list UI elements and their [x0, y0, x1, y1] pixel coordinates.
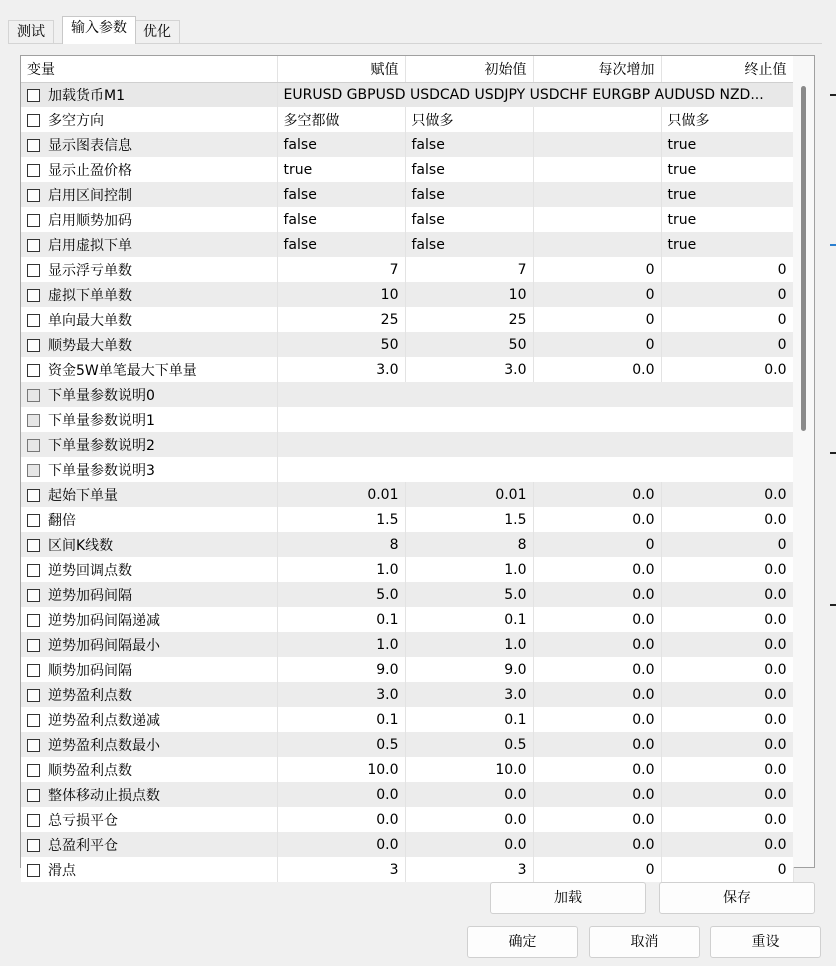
- param-start[interactable]: 8: [405, 532, 533, 557]
- param-name: 总亏损平仓: [48, 812, 118, 829]
- param-value[interactable]: 9.0: [277, 657, 405, 682]
- param-step[interactable]: 0: [533, 532, 661, 557]
- param-start[interactable]: 1.5: [405, 507, 533, 532]
- optimize-checkbox[interactable]: [27, 89, 40, 102]
- empty-value-cell: [277, 407, 793, 432]
- disabled-checkbox: [27, 389, 40, 402]
- table-row[interactable]: [21, 157, 793, 182]
- param-stop[interactable]: 0.0: [661, 832, 793, 857]
- param-stop[interactable]: 0: [661, 857, 793, 882]
- param-name: 逆势加码间隔: [48, 587, 132, 604]
- param-step[interactable]: 0: [533, 257, 661, 282]
- table-row[interactable]: [21, 607, 793, 632]
- table-row[interactable]: [21, 857, 793, 882]
- param-name-cell: [21, 132, 277, 157]
- table-row[interactable]: [21, 207, 793, 232]
- param-step[interactable]: [533, 232, 661, 257]
- param-stop[interactable]: true: [661, 182, 793, 207]
- param-start[interactable]: 3.0: [405, 682, 533, 707]
- param-step[interactable]: 0: [533, 307, 661, 332]
- table-row[interactable]: [21, 757, 793, 782]
- parameters-body: [21, 82, 793, 882]
- table-row[interactable]: [21, 282, 793, 307]
- edge-mark: [830, 452, 836, 454]
- param-value[interactable]: false: [277, 132, 405, 157]
- param-name-cell: [21, 332, 277, 357]
- param-start[interactable]: 只做多: [405, 107, 533, 132]
- param-value[interactable]: 1.0: [277, 632, 405, 657]
- disabled-checkbox: [27, 464, 40, 477]
- param-value[interactable]: 0.1: [277, 607, 405, 632]
- optimize-checkbox[interactable]: [27, 739, 40, 752]
- param-start[interactable]: 3.0: [405, 357, 533, 382]
- table-row[interactable]: [21, 832, 793, 857]
- table-row[interactable]: [21, 482, 793, 507]
- optimize-checkbox[interactable]: [27, 114, 40, 127]
- param-step[interactable]: [533, 107, 661, 132]
- param-stop[interactable]: true: [661, 132, 793, 157]
- param-start[interactable]: 1.0: [405, 632, 533, 657]
- param-name-cell: [21, 257, 277, 282]
- param-stop[interactable]: 0: [661, 332, 793, 357]
- param-stop[interactable]: 0.0: [661, 582, 793, 607]
- param-step[interactable]: 0.0: [533, 507, 661, 532]
- param-value[interactable]: 0.0: [277, 807, 405, 832]
- param-name-cell: [21, 657, 277, 682]
- table-row[interactable]: [21, 182, 793, 207]
- tab-bar: [8, 16, 188, 44]
- cancel-button[interactable]: 取消: [589, 926, 700, 958]
- table-row[interactable]: [21, 257, 793, 282]
- param-value[interactable]: 5.0: [277, 582, 405, 607]
- table-row[interactable]: [21, 507, 793, 532]
- param-name-cell: [21, 557, 277, 582]
- param-start[interactable]: false: [405, 132, 533, 157]
- param-stop[interactable]: 0.0: [661, 782, 793, 807]
- param-start[interactable]: 5.0: [405, 582, 533, 607]
- param-stop[interactable]: 0: [661, 257, 793, 282]
- empty-value-cell: [277, 382, 793, 407]
- description-row[interactable]: [21, 432, 793, 457]
- param-step[interactable]: 0.0: [533, 557, 661, 582]
- reset-button[interactable]: 重设: [710, 926, 821, 958]
- param-name: 整体移动止损点数: [48, 787, 160, 804]
- column-header-stop[interactable]: 终止值: [661, 56, 793, 82]
- table-row[interactable]: [21, 107, 793, 132]
- param-value[interactable]: 0.0: [277, 832, 405, 857]
- load-button[interactable]: 加载: [490, 882, 646, 914]
- param-step[interactable]: 0.0: [533, 607, 661, 632]
- table-row[interactable]: [21, 82, 793, 107]
- param-name: 逆势加码间隔递减: [48, 612, 160, 629]
- param-name-cell: [21, 457, 277, 482]
- param-name-cell: [21, 607, 277, 632]
- param-value[interactable]: 0.0: [277, 782, 405, 807]
- param-start[interactable]: 0.01: [405, 482, 533, 507]
- table-row[interactable]: [21, 232, 793, 257]
- header-row: [21, 56, 793, 82]
- scrollbar-thumb[interactable]: [801, 86, 806, 431]
- param-name-cell: [21, 307, 277, 332]
- table-row[interactable]: [21, 132, 793, 157]
- param-start[interactable]: false: [405, 232, 533, 257]
- param-step[interactable]: 0.0: [533, 707, 661, 732]
- param-step[interactable]: 0.0: [533, 482, 661, 507]
- param-start[interactable]: 9.0: [405, 657, 533, 682]
- param-start[interactable]: 50: [405, 332, 533, 357]
- table-row[interactable]: [21, 532, 793, 557]
- optimize-checkbox[interactable]: [27, 164, 40, 177]
- param-step[interactable]: 0: [533, 282, 661, 307]
- param-name-cell: [21, 382, 277, 407]
- param-stop[interactable]: 0.0: [661, 632, 793, 657]
- param-stop[interactable]: 0.0: [661, 682, 793, 707]
- param-value[interactable]: 0.5: [277, 732, 405, 757]
- param-value[interactable]: 0.01: [277, 482, 405, 507]
- param-value[interactable]: 50: [277, 332, 405, 357]
- optimize-checkbox[interactable]: [27, 214, 40, 227]
- param-name: 下单量参数说明1: [48, 412, 155, 429]
- param-start[interactable]: 25: [405, 307, 533, 332]
- optimize-checkbox[interactable]: [27, 589, 40, 602]
- param-value[interactable]: false: [277, 232, 405, 257]
- param-value[interactable]: 0.1: [277, 707, 405, 732]
- table-row[interactable]: [21, 682, 793, 707]
- edge-mark: [830, 94, 836, 96]
- param-value[interactable]: 多空都做: [277, 107, 405, 132]
- param-start[interactable]: 10.0: [405, 757, 533, 782]
- param-name-cell: [21, 857, 277, 882]
- param-start[interactable]: 0.0: [405, 807, 533, 832]
- param-name-cell: [21, 582, 277, 607]
- param-name: 滑点: [48, 862, 76, 879]
- param-name: 逆势盈利点数递减: [48, 712, 160, 729]
- optimize-checkbox[interactable]: [27, 239, 40, 252]
- param-name-cell: [21, 282, 277, 307]
- param-step[interactable]: 0.0: [533, 582, 661, 607]
- optimize-checkbox[interactable]: [27, 639, 40, 652]
- optimize-checkbox[interactable]: [27, 189, 40, 202]
- param-value[interactable]: 25: [277, 307, 405, 332]
- param-name: 下单量参数说明2: [48, 437, 155, 454]
- table-row[interactable]: [21, 782, 793, 807]
- param-name-cell: [21, 182, 277, 207]
- param-name-cell: [21, 407, 277, 432]
- param-value[interactable]: 1.0: [277, 557, 405, 582]
- optimize-checkbox[interactable]: [27, 514, 40, 527]
- optimize-checkbox[interactable]: [27, 564, 40, 577]
- param-name: 起始下单量: [48, 487, 118, 504]
- param-name: 显示图表信息: [48, 137, 132, 154]
- param-name-cell: [21, 532, 277, 557]
- param-step[interactable]: [533, 132, 661, 157]
- window-edge: [822, 0, 836, 966]
- param-name: 顺势盈利点数: [48, 762, 132, 779]
- table-row[interactable]: [21, 707, 793, 732]
- param-step[interactable]: 0.0: [533, 682, 661, 707]
- empty-value-cell: [277, 432, 793, 457]
- optimize-checkbox[interactable]: [27, 664, 40, 677]
- param-stop[interactable]: 0.0: [661, 757, 793, 782]
- description-row[interactable]: [21, 407, 793, 432]
- optimize-checkbox[interactable]: [27, 364, 40, 377]
- param-name-cell: [21, 707, 277, 732]
- param-name-cell: [21, 632, 277, 657]
- param-name-cell: [21, 207, 277, 232]
- param-stop[interactable]: 0: [661, 282, 793, 307]
- param-stop[interactable]: 0.0: [661, 482, 793, 507]
- param-stop[interactable]: 0.0: [661, 707, 793, 732]
- param-stop[interactable]: true: [661, 207, 793, 232]
- param-name: 虚拟下单单数: [48, 287, 132, 304]
- vertical-scrollbar[interactable]: [793, 56, 814, 867]
- param-stop[interactable]: 0: [661, 307, 793, 332]
- param-step[interactable]: 0.0: [533, 757, 661, 782]
- optimize-checkbox[interactable]: [27, 539, 40, 552]
- param-name-cell: [21, 807, 277, 832]
- param-start[interactable]: 1.0: [405, 557, 533, 582]
- param-step[interactable]: 0.0: [533, 832, 661, 857]
- optimize-checkbox[interactable]: [27, 864, 40, 877]
- param-start[interactable]: 3: [405, 857, 533, 882]
- table-row[interactable]: [21, 732, 793, 757]
- param-name-cell: [21, 357, 277, 382]
- param-name-cell: [21, 832, 277, 857]
- param-start[interactable]: false: [405, 207, 533, 232]
- param-name: 区间K线数: [48, 537, 114, 554]
- param-value[interactable]: 10.0: [277, 757, 405, 782]
- param-name-cell: [21, 107, 277, 132]
- param-start[interactable]: 0.0: [405, 832, 533, 857]
- param-value[interactable]: 3: [277, 857, 405, 882]
- param-stop[interactable]: 只做多: [661, 107, 793, 132]
- save-button[interactable]: 保存: [659, 882, 815, 914]
- param-name-cell: [21, 782, 277, 807]
- param-step[interactable]: 0.0: [533, 657, 661, 682]
- table-row[interactable]: [21, 332, 793, 357]
- param-name: 显示止盈价格: [48, 162, 132, 179]
- param-name-cell: [21, 507, 277, 532]
- param-value[interactable]: 7: [277, 257, 405, 282]
- param-stop[interactable]: 0.0: [661, 657, 793, 682]
- param-stop[interactable]: 0.0: [661, 607, 793, 632]
- param-stop[interactable]: 0.0: [661, 357, 793, 382]
- param-name-cell: [21, 432, 277, 457]
- tab-test[interactable]: 测试: [8, 20, 54, 44]
- edge-mark: [830, 244, 836, 246]
- param-name-cell: [21, 682, 277, 707]
- description-row[interactable]: [21, 457, 793, 482]
- column-header-start[interactable]: 初始值: [405, 56, 533, 82]
- param-step[interactable]: [533, 182, 661, 207]
- disabled-checkbox: [27, 439, 40, 452]
- param-value[interactable]: 8: [277, 532, 405, 557]
- param-start[interactable]: 0.0: [405, 782, 533, 807]
- param-value[interactable]: false: [277, 182, 405, 207]
- param-start[interactable]: false: [405, 157, 533, 182]
- optimize-checkbox[interactable]: [27, 789, 40, 802]
- optimize-checkbox[interactable]: [27, 139, 40, 152]
- param-value[interactable]: 3.0: [277, 357, 405, 382]
- param-name: 启用顺势加码: [48, 212, 132, 229]
- param-name: 单向最大单数: [48, 312, 132, 329]
- parameters-grid[interactable]: [20, 55, 815, 879]
- column-header-value[interactable]: 赋值: [277, 56, 405, 82]
- column-header-step[interactable]: 每次增加: [533, 56, 661, 82]
- param-name-cell: [21, 732, 277, 757]
- param-name: 启用虚拟下单: [48, 237, 132, 254]
- param-value[interactable]: true: [277, 157, 405, 182]
- param-name: 启用区间控制: [48, 187, 132, 204]
- param-stop[interactable]: 0: [661, 532, 793, 557]
- param-start[interactable]: 0.1: [405, 607, 533, 632]
- column-header-variable[interactable]: 变量: [21, 56, 277, 82]
- param-name: 逆势加码间隔最小: [48, 637, 160, 654]
- optimize-checkbox[interactable]: [27, 839, 40, 852]
- param-stop[interactable]: 0.0: [661, 732, 793, 757]
- param-name-cell: [21, 232, 277, 257]
- table-row[interactable]: [21, 807, 793, 832]
- disabled-checkbox: [27, 414, 40, 427]
- currency-list-value[interactable]: EURUSD GBPUSD USDCAD USDJPY USDCHF EURGBP AUDUSD NZD...: [277, 82, 793, 107]
- param-name: 顺势最大单数: [48, 337, 132, 354]
- optimize-checkbox[interactable]: [27, 689, 40, 702]
- table-row[interactable]: [21, 357, 793, 382]
- param-name: 逆势回调点数: [48, 562, 132, 579]
- param-step[interactable]: 0.0: [533, 807, 661, 832]
- optimize-checkbox[interactable]: [27, 339, 40, 352]
- tab-inputs[interactable]: 输入参数: [62, 16, 136, 44]
- param-start[interactable]: 0.1: [405, 707, 533, 732]
- param-step[interactable]: 0: [533, 332, 661, 357]
- optimize-checkbox[interactable]: [27, 714, 40, 727]
- param-name-cell: [21, 157, 277, 182]
- optimize-checkbox[interactable]: [27, 764, 40, 777]
- param-start[interactable]: 10: [405, 282, 533, 307]
- param-step[interactable]: [533, 207, 661, 232]
- param-start[interactable]: 7: [405, 257, 533, 282]
- param-start[interactable]: 0.5: [405, 732, 533, 757]
- description-row[interactable]: [21, 382, 793, 407]
- ok-button[interactable]: 确定: [467, 926, 578, 958]
- optimize-checkbox[interactable]: [27, 289, 40, 302]
- param-step[interactable]: 0.0: [533, 732, 661, 757]
- param-start[interactable]: false: [405, 182, 533, 207]
- param-name: 资金5W单笔最大下单量: [48, 362, 197, 379]
- param-stop[interactable]: true: [661, 232, 793, 257]
- param-step[interactable]: 0: [533, 857, 661, 882]
- table-row[interactable]: [21, 307, 793, 332]
- param-stop[interactable]: 0.0: [661, 557, 793, 582]
- param-name: 翻倍: [48, 512, 76, 529]
- param-name: 下单量参数说明3: [48, 462, 155, 479]
- param-step[interactable]: 0.0: [533, 357, 661, 382]
- param-step[interactable]: 0.0: [533, 782, 661, 807]
- edge-mark: [830, 604, 836, 606]
- optimize-checkbox[interactable]: [27, 489, 40, 502]
- parameters-table: [21, 56, 794, 882]
- param-value[interactable]: 3.0: [277, 682, 405, 707]
- param-name: 逆势盈利点数: [48, 687, 132, 704]
- param-stop[interactable]: 0.0: [661, 807, 793, 832]
- param-name: 逆势盈利点数最小: [48, 737, 160, 754]
- optimize-checkbox[interactable]: [27, 614, 40, 627]
- param-name-cell: [21, 82, 277, 107]
- param-name: 显示浮亏单数: [48, 262, 132, 279]
- optimize-checkbox[interactable]: [27, 814, 40, 827]
- param-stop[interactable]: 0.0: [661, 507, 793, 532]
- param-name-cell: [21, 482, 277, 507]
- param-name: 下单量参数说明0: [48, 387, 155, 404]
- table-row[interactable]: [21, 657, 793, 682]
- param-name: 多空方向: [48, 112, 104, 129]
- param-step[interactable]: 0.0: [533, 632, 661, 657]
- param-name: 顺势加码间隔: [48, 662, 132, 679]
- param-value[interactable]: 10: [277, 282, 405, 307]
- param-name-cell: [21, 757, 277, 782]
- table-row[interactable]: [21, 632, 793, 657]
- param-name: 总盈利平仓: [48, 837, 118, 854]
- param-value[interactable]: 1.5: [277, 507, 405, 532]
- param-stop[interactable]: true: [661, 157, 793, 182]
- tab-optimization[interactable]: 优化: [134, 20, 180, 44]
- table-row[interactable]: [21, 582, 793, 607]
- optimize-checkbox[interactable]: [27, 314, 40, 327]
- param-step[interactable]: [533, 157, 661, 182]
- param-value[interactable]: false: [277, 207, 405, 232]
- optimize-checkbox[interactable]: [27, 264, 40, 277]
- param-name: 加载货币M1: [48, 87, 125, 104]
- empty-value-cell: [277, 457, 793, 482]
- table-row[interactable]: [21, 557, 793, 582]
